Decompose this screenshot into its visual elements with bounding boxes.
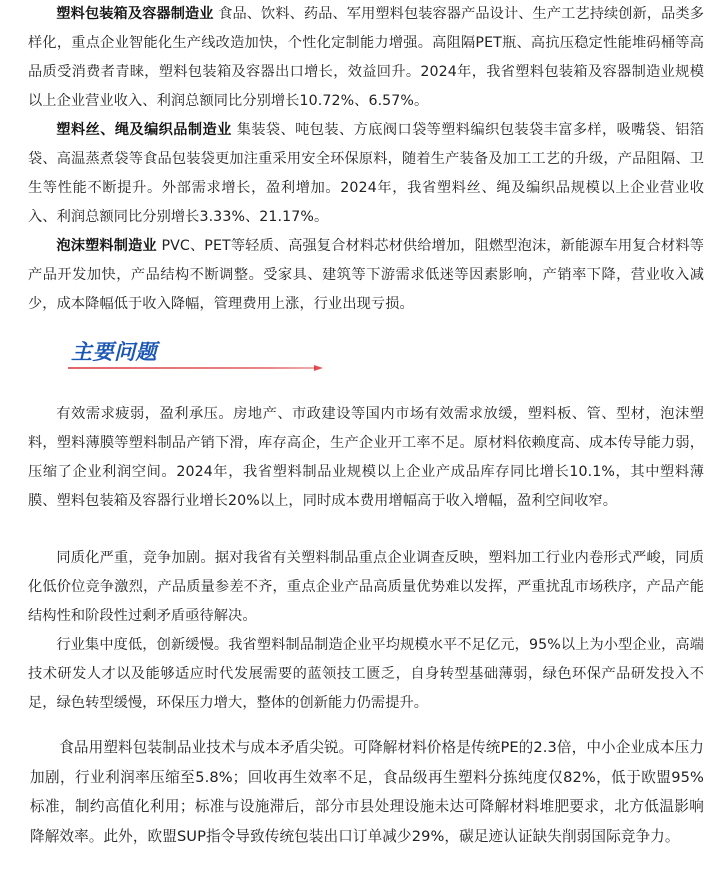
issue-homogenization: 同质化严重，竞争加剧。据对我省有关塑料制品重点企业调查反映，塑料加工行业内卷形式严峻，同质化低价位竞争激烈，产品质量参差不齐，重点企业产品高质量优势难以发挥，严重扰乱市场秩序，产品产能结构性和阶段性过剩矛盾亟待解决。: [28, 550, 704, 624]
heading-underline-arrow-icon: [68, 362, 324, 374]
paragraph-body: PVC、PET等轻质、高强复合材料芯材供给增加，阻燃型泡沫，新能源车用复合材料等产品开发加快，产品结构不断调整。受家具、建筑等下游需求低迷等因素影响，产销率下降，营业收入减少，成本降幅低于收入降幅，管理费用上涨，行业出现亏损。: [28, 238, 705, 312]
issue-food-packaging: 食品用塑料包装制品业技术与成本矛盾尖锐。可降解材料价格是传统PE的2.3倍，中小企业成本压力加剧，行业利润率压缩至5.8%；回收再生效率不足，食品级再生塑料分拣纯度仅82%，低于欧盟95%标准，制约高值化利用；标准与设施滞后，部分市县处理设施未达可降解材料堆肥要求，北方低温影响降解效率。此外，欧盟SUP指令导致传统包装出口订单减少29%，碳足迹认证缺失削弱国际竞争力。: [30, 739, 704, 845]
paragraph-lead: 塑料丝、绳及编织品制造业: [56, 122, 232, 138]
paragraph-plastic-containers: [28, 0, 704, 116]
paragraph-body: 集装袋、吨包装、方底阀口袋等塑料编织包装袋丰富多样，吸嘴袋、铝箔袋、高温蒸煮袋等食品包装袋更加注重采用安全环保原料，随着生产装备及加工工艺的升级，产品阻隔、卫生等性能不断提升。外部需求增长，盈利增加。2024年，我省塑料丝、绳及编织品规模以上企业营业收入、利润总额同比分别增长3.33%、21.17%。: [28, 122, 705, 225]
paragraph-body: 食品、饮料、药品、军用塑料包装容器产品设计、生产工艺持续创新，品类多样化，重点企业智能化生产线改造加快，个性化定制能力增强。高阻隔PET瓶、高抗压稳定性能堆码桶等高品质受消费者青睐，塑料包装箱及容器出口增长，效益回升。2024年，我省塑料包装箱及容器制造业规模以上企业营业收入、利润总额同比分别增长10.72%、6.57%。: [28, 6, 705, 109]
paragraph-foam-plastics: [28, 232, 704, 319]
paragraph-lead: 塑料包装箱及容器制造业: [56, 6, 214, 22]
paragraph-plastic-woven: [28, 116, 704, 232]
issue-weak-demand: 有效需求疲弱，盈利承压。房地产、市政建设等国内市场有效需求放缓，塑料板、管、型材，泡沫塑料，塑料薄膜等塑料制品产销下滑，库存高企，生产企业开工率不足。原材料依赖度高、成本传导能力弱，压缩了企业利润空间。2024年，我省塑料制品业规模以上企业产成品库存同比增长10.1%，其中塑料薄膜、塑料包装箱及容器行业增长20%以上，同时成本费用增幅高于收入增幅，盈利空间收窄。: [28, 406, 704, 509]
paragraph-lead: 泡沫塑料制造业: [56, 238, 157, 254]
section-title: 主要问题: [71, 340, 157, 364]
issue-low-concentration: 行业集中度低，创新缓慢。我省塑料制品制造企业平均规模水平不足亿元，95%以上为小型企业，高端技术研发人才以及能够适应时代发展需要的蓝领技工匮乏，自身转型基础薄弱，绿色环保产品研发投入不足，绿色转型缓慢，环保压力增大，整体的创新能力仍需提升。: [28, 637, 704, 711]
